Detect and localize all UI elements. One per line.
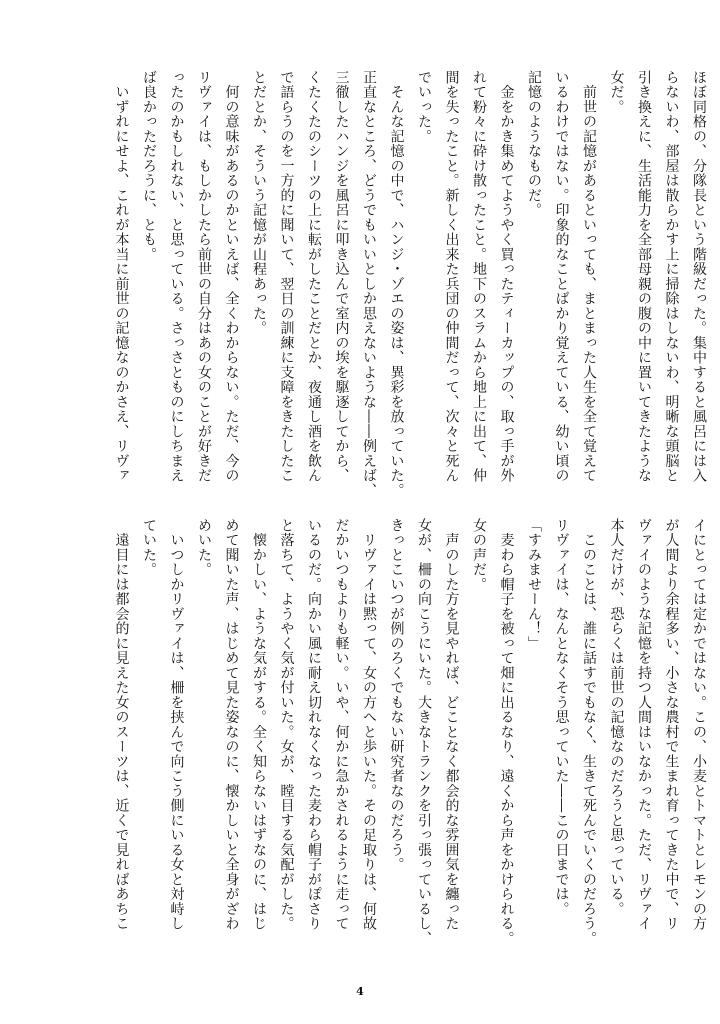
text-column: 遠目には都会的に見えた女のスーツは、近くで見ればあちこ xyxy=(113,518,130,931)
text-column: リヴァイは黙って、女の方へと歩いた。その足取りは、何故 xyxy=(361,518,377,931)
page-number: 4 xyxy=(356,985,364,998)
text-column: でいった。 xyxy=(416,70,432,144)
text-column: とだとか、そういう記憶が山程あった。 xyxy=(251,70,267,336)
text-column: リヴァイは、もしかしたら前世の自分はあの女のことが好きだ xyxy=(196,70,212,483)
text-column: 女だ。 xyxy=(608,70,625,115)
text-column: らないわ、部屋は散らかす上に掃除はしないわ、明晰な頭脳と xyxy=(663,70,680,483)
text-column: 正直なところ、どうでもいいとしか思えないような――例えば、 xyxy=(361,70,377,498)
text-column: 前世の記憶があるといっても、まとまった人生を全て覚えて xyxy=(581,70,597,483)
text-column: 金をかき集めてようやく買ったティーカップの、取っ手が外 xyxy=(498,70,515,483)
text-column: ほぼ同格の、分隊長という階級だった。集中すると風呂には入 xyxy=(691,70,707,483)
text-column: 麦わら帽子を被って畑に出るなり、遠くから声をかけられる。 xyxy=(498,518,515,946)
text-column: と落ちて、ようやく気が付いた。女が、瞠目する気配がした。 xyxy=(278,518,295,931)
text-column: きっとこいつが例のろくでもない研究者なのだろう。 xyxy=(388,518,405,872)
text-column: 記憶のようなものだ。 xyxy=(526,70,542,218)
text-column: 何の意味があるのかといえば、全くわからない。ただ、今の xyxy=(223,70,240,483)
text-column: ば良かっただろうに、とも。 xyxy=(141,70,157,262)
text-column: いるわけではない。印象的なことばかり覚えている、幼い頃の xyxy=(553,70,570,483)
text-column: 引き換えに、生活能力を全部母親の腹の中に置いてきたような xyxy=(636,70,652,483)
text-column: めいた。 xyxy=(196,518,212,577)
text-column: ヴァイのような記憶を持つ人間はいなかった。ただ、リヴァイ xyxy=(636,518,652,931)
text-column: だかいつもよりも軽い。いや、何かに急かされるように走って xyxy=(333,518,350,931)
text-column: 三徹したハンジを風呂に叩き込んで室内の埃を駆逐してから、 xyxy=(333,70,350,483)
text-column: れて粉々に砕け散ったこと。地下のスラムから地上に出て、仲 xyxy=(471,70,487,483)
text-block-top xyxy=(107,70,712,498)
text-column: 懐かしい、ような気がする。全く知らないはずなのに、はじ xyxy=(251,518,267,931)
text-column: いつしかリヴァイは、柵を挟んで向こう側にいる女と対峙し xyxy=(168,518,185,931)
text-column: ていた。 xyxy=(141,518,157,577)
text-column: リヴァイは、なんとなくそう思っていた――この日までは。 xyxy=(553,518,570,917)
text-column: 本人だけが、恐らくは前世の記憶なのだろうと思っている。 xyxy=(608,518,625,917)
text-column: このことは、誰に話すでもなく、生きて死んでいくのだろう。 xyxy=(581,518,597,946)
text-column: イにとっては定かではない。この、小麦とトマトとレモンの方 xyxy=(691,518,707,931)
text-column: 女が、柵の向こうにいた。大きなトランクを引っ張っているし、 xyxy=(416,518,432,946)
text-block-bottom xyxy=(107,518,712,958)
text-column: で語らうのを一方的に聞いて、翌日の訓練に支障をきたしたこ xyxy=(278,70,295,483)
text-column: そんな記憶の中で、ハンジ・ゾエの姿は、異彩を放っていた。 xyxy=(388,70,405,498)
text-column: くたくたのシーツの上に転がしたことだとか、夜通し酒を飲ん xyxy=(306,70,322,483)
text-column: めて聞いた声、はじめて見た姿なのに、懐かしいと全身がざわ xyxy=(223,518,240,931)
text-column: 女の声だ。 xyxy=(471,518,487,592)
text-column: 「すみませーん！」 xyxy=(526,518,542,651)
text-column: 間を失ったこと。新しく出来た兵団の仲間だって、次々と死ん xyxy=(443,70,460,483)
text-column: 声のした方を見やれば、どことなく都会的な雰囲気を纏った xyxy=(443,518,460,931)
text-column: が人間より余程多い、小さな農村で生まれ育ってきた中で、リ xyxy=(663,518,680,931)
text-column: いずれにせよ、これが本当に前世の記憶なのかさえ、リヴァ xyxy=(113,70,130,483)
text-column: ったのかもしれない、と思っている。さっさとものにしちまえ xyxy=(168,70,185,483)
text-column: いるのだ。向かい風に耐え切れなくなった麦わら帽子がぽさり xyxy=(306,518,322,931)
